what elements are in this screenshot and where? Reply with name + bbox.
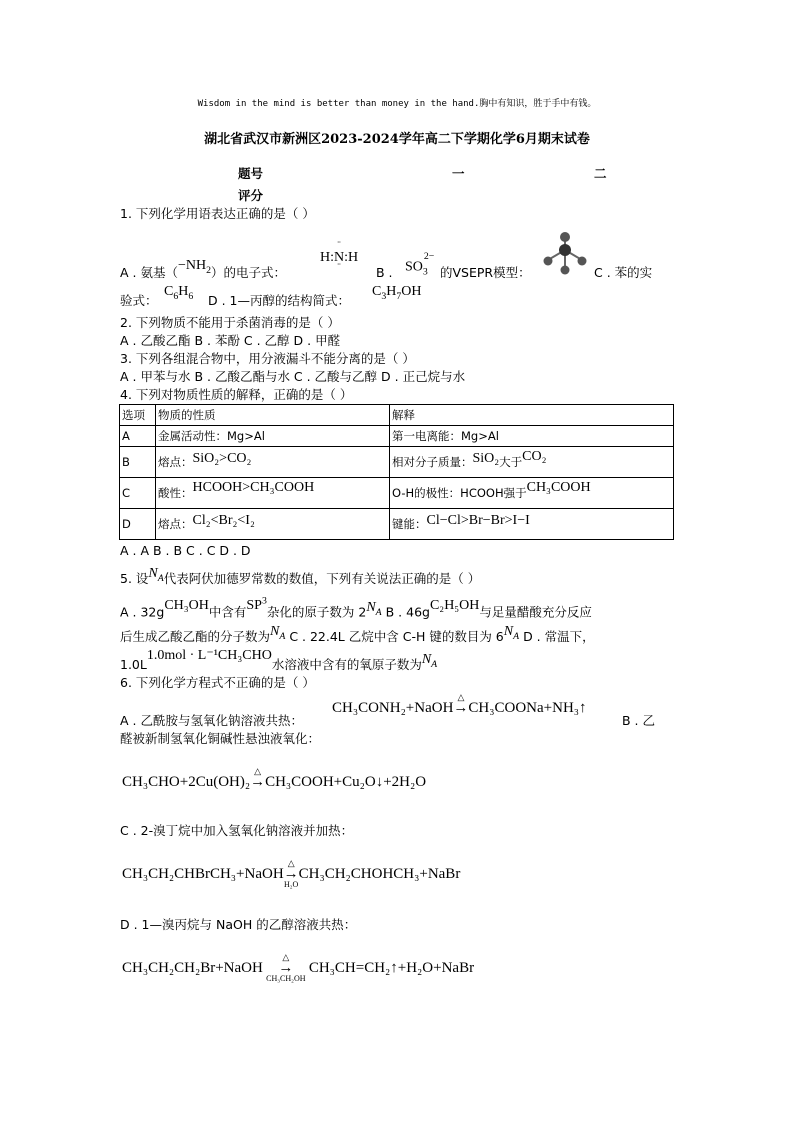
q1-c-formula: $C_6H_6$ xyxy=(164,284,194,302)
table-row xyxy=(120,426,674,447)
q6-d-text: D . 1—溴丙烷与 NaOH 的乙醇溶液共热： xyxy=(120,917,357,932)
q5-stem: 5. 设$N_A$代表阿伏加德罗常数的数值，下列有关说法正确的是（ ） xyxy=(120,566,481,586)
table-cell-option: D xyxy=(120,509,156,540)
q4-table-header xyxy=(120,405,674,426)
table-cell-property: 酸性：HCOOH>CH₃COOH xyxy=(156,478,390,509)
q1-b-label: B . xyxy=(376,265,393,280)
score-row-label-number: 题号 xyxy=(238,166,264,181)
q1-d-formula: $C_3H_7OH$ xyxy=(372,284,422,302)
score-row-label-score: 评分 xyxy=(238,188,264,203)
q2-options: A . 乙酸乙酯 B . 苯酚 C . 乙醇 D . 甲醛 xyxy=(120,333,341,348)
table-row xyxy=(120,447,674,478)
page-header: Wisdom in the mind is better than money in the hand.胸中有知识，胜于手中有钱。 xyxy=(197,99,597,109)
q6-stem: 6. 下列化学方程式不正确的是（ ） xyxy=(120,675,315,690)
q1-d-text: D . 1—丙醇的结构简式： xyxy=(208,293,350,308)
table-cell-explanation: 相对分子质量：SiO₂大于CO₂ xyxy=(390,447,674,478)
q6-a-text: A . 乙酰胺与氢氧化钠溶液共热： xyxy=(120,713,303,728)
q1-c-text: C . 苯的实 xyxy=(594,265,653,280)
table-cell-explanation: 第一电离能：Mg>Al xyxy=(390,426,674,447)
q2-stem: 2. 下列物质不能用于杀菌消毒的是（ ） xyxy=(120,315,340,330)
table-header-cell: 物质的性质 xyxy=(156,405,390,426)
table-row xyxy=(120,509,674,540)
q6-d-equation: CH₃CH₂CH₂Br+NaOH △ → CH₃CH₂OH CH₃CH=CH₂↑+H₂O+NaBr xyxy=(122,952,475,984)
table-cell-property: 金属活动性：Mg>Al xyxy=(156,426,390,447)
score-col-2: 二 xyxy=(594,166,607,181)
q6-b-equation: CH₃CHO+2Cu(OH)₂ △ →CH₃COOH+Cu₂O↓+2H₂O xyxy=(122,766,427,791)
q3-stem: 3. 下列各组混合物中，用分液漏斗不能分离的是（ ） xyxy=(120,351,415,366)
q1-b-formula: $SO_3^{2-}$ xyxy=(405,251,435,278)
q1-stem: 1. 下列化学用语表达正确的是（ ） xyxy=(120,206,315,221)
q1-a-text2: ）的电子式： xyxy=(211,265,287,280)
score-col-1: 一 xyxy=(452,166,465,181)
q3-options: A . 甲苯与水 B . 乙酸乙酯与水 C . 乙酸与乙醇 D . 正己烷与水 xyxy=(120,369,466,384)
q1-a-text1: A . 氨基（ xyxy=(120,265,178,280)
q1-a-formula: $-NH_2$ xyxy=(177,258,212,276)
table-cell-option: C xyxy=(120,478,156,509)
table-header-cell: 选项 xyxy=(120,405,156,426)
q1-line2-label: 验式： xyxy=(120,293,158,308)
q6-c-text: C . 2-溴丁烷中加入氢氧化钠溶液并加热： xyxy=(120,823,354,838)
q4-table xyxy=(119,404,674,540)
table-cell-explanation: 键能：Cl−Cl>Br−Br>I−I xyxy=(390,509,674,540)
q6-a-equation: CH₃CONH₂+NaOH △ →CH₃COONa+NH₃↑ xyxy=(332,692,587,717)
q1-b-text: 的VSEPR模型： xyxy=(440,265,531,280)
q5-line1: A . 32gCH₃OH中含有$SP^3$杂化的原子数为 $2N_A$ B . 46gC₂H₅OH与足量醋酸充分反应 xyxy=(120,595,592,620)
table-cell-property: 熔点：SiO₂>CO₂ xyxy=(156,447,390,478)
vsepr-model-image xyxy=(540,230,590,276)
table-row xyxy=(120,478,674,509)
q6-b-text2: 醛被新制氢氧化铜碱性悬浊液氧化： xyxy=(120,731,321,746)
q5-line3: 1.0L1.0mol · L⁻¹CH₃CHO水溶液中含有的氧原子数为$N_A$ xyxy=(120,648,438,672)
q1-line1 xyxy=(120,258,287,288)
q5-line2: 后生成乙酸乙酯的分子数为$N_A$ C . 22.4L 乙烷中含 C-H 键的数目为 $6N_A$ D . 常温下， xyxy=(120,624,595,644)
table-header-cell: 解释 xyxy=(390,405,674,426)
q1-electron-formula: ¨ H:N:H ¨ xyxy=(320,240,359,273)
q6-b-text1: B . 乙 xyxy=(622,713,655,728)
table-cell-property: 熔点：Cl₂<Br₂<I₂ xyxy=(156,509,390,540)
q4-options: A . A B . B C . C D . D xyxy=(120,543,251,558)
q6-c-equation: CH₃CH₂CHBrCH₃+NaOH △ → H₂O CH₃CH₂CHOHCH₃+NaBr xyxy=(122,858,461,890)
table-cell-explanation: O-H的极性：HCOOH强于CH₃COOH xyxy=(390,478,674,509)
table-cell-option: B xyxy=(120,447,156,478)
q4-stem: 4. 下列对物质性质的解释，正确的是（ ） xyxy=(120,387,353,402)
page-title: 湖北省武汉市新洲区2023-2024学年高二下学期化学6月期末试卷 xyxy=(204,132,590,147)
table-cell-option: A xyxy=(120,426,156,447)
